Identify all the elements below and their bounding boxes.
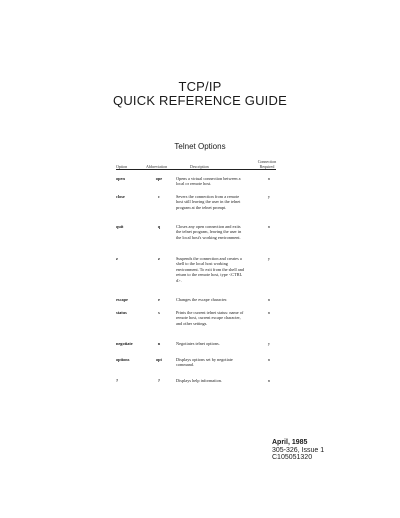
- option-name: close: [116, 194, 125, 199]
- option-description: Prints the current telnet status: name of remote host, current escape character, and other settings.: [176, 310, 244, 326]
- option-description: Changes the escape character.: [176, 297, 228, 302]
- option-description: Opens a virtual connection between a local or remote host.: [176, 176, 241, 187]
- option-name: ?: [116, 378, 119, 383]
- option-abbreviation: ?: [157, 378, 161, 383]
- option-description: Displays help information.: [176, 378, 222, 383]
- column-header-description: Description: [190, 164, 209, 169]
- option-abbreviation: n: [157, 341, 161, 346]
- option-required: n: [267, 224, 271, 229]
- option-description: Severs the connection from a remote host still leaving the user in the telnet program at the telnet prompt.: [176, 194, 241, 210]
- footer-block: [272, 439, 324, 462]
- header-rule: [116, 169, 276, 170]
- column-header-option: Option: [116, 164, 128, 169]
- option-name: options: [116, 357, 130, 362]
- option-abbreviation: c: [158, 194, 160, 199]
- option-name: quit: [116, 224, 124, 229]
- option-description: Negotiates telnet options.: [176, 341, 220, 346]
- option-name: status: [116, 310, 127, 315]
- option-abbreviation: z: [158, 256, 160, 261]
- section-title: Telnet Options: [174, 142, 226, 151]
- option-required: y: [267, 256, 271, 261]
- option-required: y: [267, 341, 271, 346]
- option-name: negotiate: [116, 341, 133, 346]
- option-name: z: [116, 256, 118, 261]
- option-abbreviation: ope: [155, 176, 163, 181]
- option-required: n: [267, 176, 271, 181]
- option-required: n: [267, 378, 271, 383]
- publication-date: April, 1985: [272, 439, 308, 446]
- option-required: y: [267, 194, 271, 199]
- title-line-2: QUICK REFERENCE GUIDE: [113, 93, 287, 108]
- option-abbreviation: opt: [156, 357, 162, 362]
- option-required: n: [267, 357, 271, 362]
- option-abbreviation: q: [157, 224, 161, 229]
- option-abbreviation: e: [158, 297, 160, 302]
- option-name: open: [116, 176, 125, 181]
- option-abbreviation: s: [158, 310, 160, 315]
- option-required: n: [267, 297, 271, 302]
- option-name: escape: [116, 297, 128, 302]
- document-code: C105051320: [272, 454, 313, 462]
- document-number: 305-326, Issue 1: [272, 446, 325, 454]
- column-header-required: Connection Required: [257, 159, 277, 169]
- title-line-1: TCP/IP: [178, 79, 222, 94]
- option-required: n: [267, 310, 271, 315]
- option-description: Displays options set by negotiate command.: [176, 357, 233, 368]
- option-description: Closes any open connection and exits the telnet program, leaving the user in the local host's working environment.: [176, 224, 242, 240]
- column-header-abbreviation: Abbreviation: [146, 164, 168, 169]
- option-description: Suspends the connection and creates a shell to the local host working environment. To exit from the shell and return to the remote host, type <CTRL d>.: [176, 256, 244, 283]
